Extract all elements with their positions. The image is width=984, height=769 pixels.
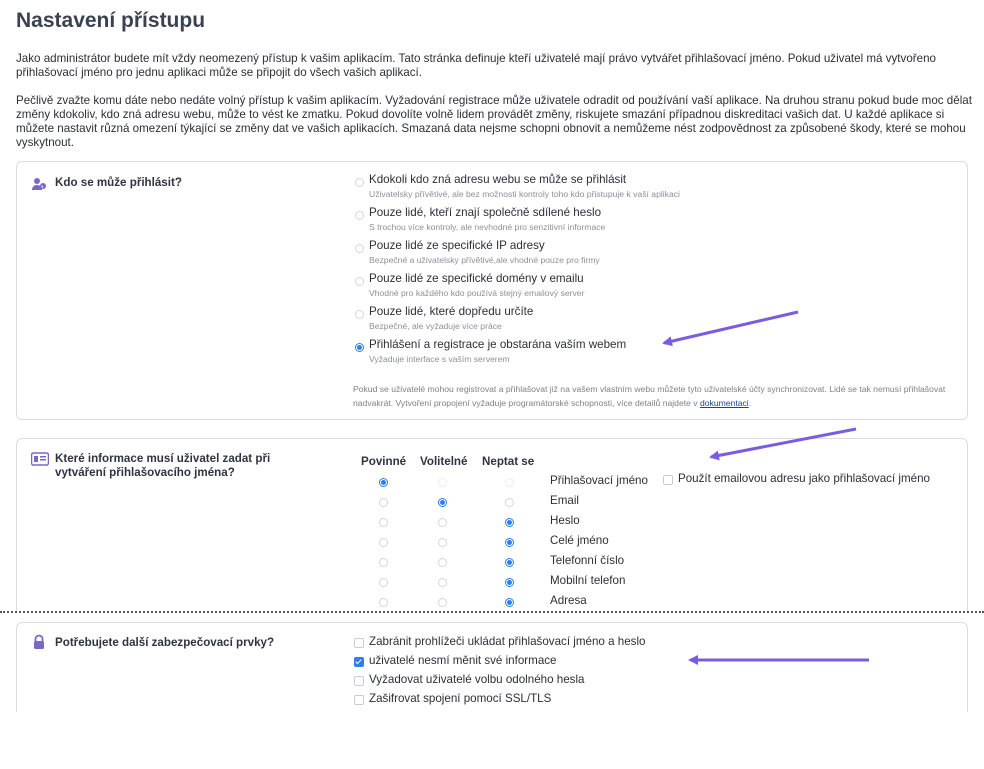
field-radio-optional[interactable]	[438, 518, 447, 527]
field-radio-dont-ask	[505, 478, 514, 487]
sync-note	[353, 382, 953, 410]
login-section-title: Kdo se může přihlásit?	[55, 176, 182, 189]
field-radio-required[interactable]	[379, 538, 388, 547]
login-option-label: Přihlášení a registrace je obstarána vaším webem	[369, 338, 627, 351]
login-option-desc: Uživatelsky přívětivé, ale bez možnosti kontroly toho kdo přistupuje k vaší aplikaci	[369, 189, 680, 199]
fields-section-card	[16, 438, 968, 611]
field-radio-required[interactable]	[379, 498, 388, 507]
security-option-label[interactable]: Vyžadovat uživatelé volbu odolného hesla	[369, 673, 585, 686]
login-option-desc: Vyžaduje interface s vaším serverem	[369, 354, 510, 364]
email-as-login-checkbox[interactable]	[663, 475, 673, 485]
field-label: Email	[550, 494, 579, 507]
field-radio-required[interactable]	[379, 558, 388, 567]
field-radio-dont-ask[interactable]	[505, 498, 514, 507]
page-title: Nastavení přístupu	[16, 9, 206, 32]
field-label: Adresa	[550, 594, 587, 607]
sync-note-text: Pokud se uživatelé mohou registrovat a přihlašovat již na vašem vlastním webu můžete tyto uživatelské účty synchronizovat. Lidé se tak nemusí přihlašovat nadvakrát. Vytvoření propojení vyžaduje programátorské schopnosti, více detailů najdete v	[353, 384, 946, 408]
id-card-icon	[31, 451, 49, 467]
sync-note-end: .	[748, 398, 752, 408]
login-option-label: Kdokoli kdo zná adresu webu se může se přihlásit	[369, 173, 627, 186]
email-as-login-label[interactable]: Použít emailovou adresu jako přihlašovací jméno	[678, 472, 930, 485]
column-header-optional: Volitelné	[420, 455, 468, 468]
security-section-title: Potřebujete další zabezpečovací prvky?	[55, 636, 275, 649]
security-checkbox-checked[interactable]	[354, 657, 364, 667]
field-radio-optional[interactable]	[438, 558, 447, 567]
field-radio-required[interactable]	[379, 518, 388, 527]
field-label: Mobilní telefon	[550, 574, 626, 587]
field-radio-optional[interactable]	[438, 538, 447, 547]
field-label: Heslo	[550, 514, 580, 527]
field-radio-dont-ask[interactable]	[505, 578, 514, 587]
cut-divider	[0, 611, 984, 613]
login-option-label: Pouze lidé, kteří znají společně sdílené heslo	[369, 206, 602, 219]
column-header-required: Povinné	[361, 455, 407, 468]
login-option-desc: Bezpečné a uživatelsky přívětivé,ale vhodné pouze pro firmy	[369, 255, 600, 265]
intro-paragraph-2: Pečlivě zvažte komu dáte nebo nedáte volný přístup k vašim aplikacím. Vyžadování registrace může uživatele odradit od používání vaší aplikace. Na druhou stranu pokud bude moc dělat změny kdokoliv, kdo zná adresu webu, může to vést ke zmatku. Pokud dovolíte volně lidem provádět změny, riskujete smazání případnou diskreditaci vašich dat. U každé aplikace si můžete nastavit různá omezení týkající se změny dat ve vašich aplikacích. Smazaná data nejsme schopni obnovit a nemůžeme nést zodpovědnost za způsobené škody, které se mohou vyskytnout.	[16, 94, 972, 149]
login-option-radio[interactable]	[355, 310, 364, 319]
login-option-radio[interactable]	[355, 277, 364, 286]
column-header-dont-ask: Neptat se	[482, 455, 535, 468]
lock-icon	[31, 634, 47, 650]
documentation-link[interactable]: dokumentaci	[699, 398, 749, 408]
field-radio-dont-ask[interactable]	[505, 538, 514, 547]
security-checkbox[interactable]	[354, 676, 364, 686]
security-checkbox[interactable]	[354, 638, 364, 648]
security-option-label[interactable]: uživatelé nesmí měnit své informace	[369, 654, 557, 667]
field-radio-required[interactable]	[379, 478, 388, 487]
fields-section-title-line-2: vytváření přihlašovacího jména?	[55, 466, 235, 479]
field-label: Celé jméno	[550, 534, 609, 547]
field-radio-dont-ask[interactable]	[505, 558, 514, 567]
login-option-radio[interactable]	[355, 244, 364, 253]
security-option-label[interactable]: Zabránit prohlížeči ukládat přihlašovací jméno a heslo	[369, 635, 646, 648]
login-option-desc: S trochou více kontroly, ale nevhodné pro senzitivní informace	[369, 222, 606, 232]
field-label: Telefonní číslo	[550, 554, 625, 567]
field-radio-required[interactable]	[379, 578, 388, 587]
login-option-label: Pouze lidé, které dopředu určíte	[369, 305, 534, 318]
fields-section-title-line-1: Které informace musí uživatel zadat při	[55, 452, 271, 465]
user-group-icon	[31, 176, 47, 192]
field-label: Přihlašovací jméno	[550, 474, 648, 487]
field-radio-dont-ask[interactable]	[505, 598, 514, 607]
login-option-desc: Vhodné pro každého kdo používá stejný emailový server	[369, 288, 585, 298]
field-radio-dont-ask[interactable]	[505, 518, 514, 527]
intro-paragraph-1: Jako administrátor budete mít vždy neomezený přístup k vašim aplikacím. Tato stránka definuje kteří uživatelé mají právo vytvářet přihlašovací jméno. Pokud uživatel má vytvořeno přihlašovací jméno pro jednu aplikaci může se připojit do všech vašich aplikací.	[16, 52, 936, 79]
login-section-card	[16, 161, 968, 420]
login-option-radio[interactable]	[355, 178, 364, 187]
login-option-radio-selected[interactable]	[355, 343, 364, 352]
security-checkbox[interactable]	[354, 695, 364, 705]
field-radio-required[interactable]	[379, 598, 388, 607]
field-radio-optional[interactable]	[438, 498, 447, 507]
login-option-desc: Bezpečné, ale vyžaduje více práce	[369, 321, 502, 331]
field-radio-optional[interactable]	[438, 598, 447, 607]
login-option-label: Pouze lidé ze specifické domény v emailu	[369, 272, 584, 285]
security-option-label[interactable]: Zašifrovat spojení pomocí SSL/TLS	[369, 692, 552, 705]
login-option-label: Pouze lidé ze specifické IP adresy	[369, 239, 545, 252]
field-radio-optional	[438, 478, 447, 487]
security-section-card	[16, 622, 968, 712]
field-radio-optional[interactable]	[438, 578, 447, 587]
login-option-radio[interactable]	[355, 211, 364, 220]
